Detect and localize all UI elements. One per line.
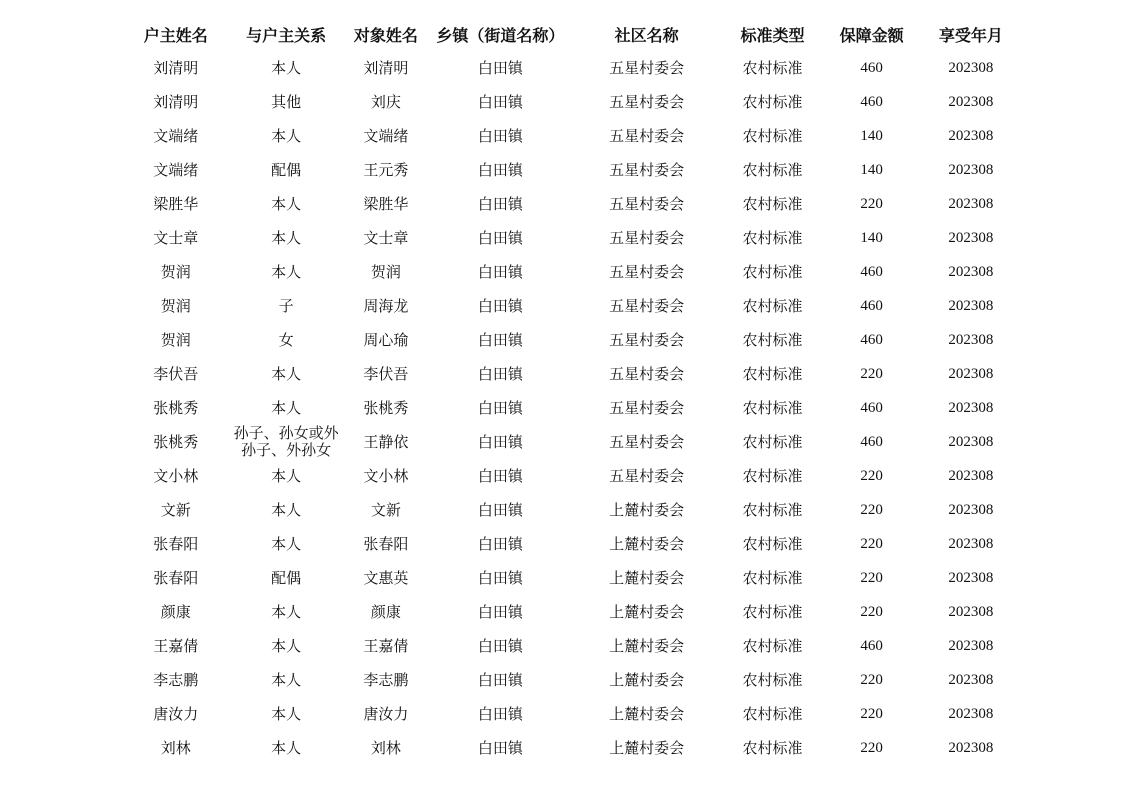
month-cell: 202308: [948, 127, 994, 144]
standard-type-cell: 农村标准: [742, 92, 803, 111]
relationship-cell: 本人: [271, 398, 302, 417]
standard-type-cell: 农村标准: [742, 58, 803, 77]
standard-type-cell: 农村标准: [742, 364, 803, 383]
householder-name-cell: 刘清明: [153, 92, 199, 111]
community-cell: 五星村委会: [609, 58, 685, 77]
table-row: [120, 255, 1020, 289]
standard-type-cell: 农村标准: [742, 500, 803, 519]
community-cell: 上麓村委会: [609, 568, 685, 587]
standard-type-cell: 农村标准: [742, 296, 803, 315]
recipient-name-cell: 文端绪: [363, 126, 409, 145]
header-householder-name: 户主姓名: [143, 25, 208, 45]
table-row: [120, 289, 1020, 323]
relationship-cell: 女: [278, 330, 294, 349]
month-cell: 202308: [948, 229, 994, 246]
header-community: 社区名称: [614, 25, 679, 45]
month-cell: 202308: [948, 705, 994, 722]
householder-name-cell: 文端绪: [153, 160, 199, 179]
recipient-name-cell: 颜康: [370, 602, 401, 621]
standard-type-cell: 农村标准: [742, 534, 803, 553]
township-cell: 白田镇: [477, 330, 523, 349]
township-cell: 白田镇: [477, 670, 523, 689]
month-cell: 202308: [948, 535, 994, 552]
householder-name-cell: 李伏吾: [153, 364, 199, 383]
recipient-name-cell: 文士章: [363, 228, 409, 247]
month-cell: 202308: [948, 671, 994, 688]
table-row: [120, 153, 1020, 187]
table-row: [120, 221, 1020, 255]
table-row: [120, 425, 1020, 459]
amount-cell: 460: [860, 297, 883, 314]
amount-cell: 220: [860, 195, 883, 212]
standard-type-cell: 农村标准: [742, 228, 803, 247]
community-cell: 五星村委会: [609, 466, 685, 485]
township-cell: 白田镇: [477, 228, 523, 247]
standard-type-cell: 农村标准: [742, 126, 803, 145]
amount-cell: 220: [860, 569, 883, 586]
recipient-name-cell: 刘林: [370, 738, 401, 757]
relationship-cell: 本人: [271, 602, 302, 621]
header-amount: 保障金额: [839, 25, 904, 45]
community-cell: 五星村委会: [609, 92, 685, 111]
relationship-cell: 子: [278, 296, 294, 315]
householder-name-cell: 李志鹏: [153, 670, 199, 689]
relationship-cell: 本人: [271, 262, 302, 281]
householder-name-cell: 张桃秀: [153, 432, 199, 451]
relationship-cell: 本人: [271, 670, 302, 689]
month-cell: 202308: [948, 433, 994, 450]
recipient-name-cell: 王静依: [363, 432, 409, 451]
amount-cell: 460: [860, 59, 883, 76]
amount-cell: 460: [860, 399, 883, 416]
month-cell: 202308: [948, 501, 994, 518]
table-row: [120, 459, 1020, 493]
table-row: [120, 119, 1020, 153]
month-cell: 202308: [948, 297, 994, 314]
recipient-name-cell: 周心瑜: [363, 330, 409, 349]
community-cell: 五星村委会: [609, 228, 685, 247]
community-cell: 五星村委会: [609, 296, 685, 315]
amount-cell: 220: [860, 671, 883, 688]
amount-cell: 220: [860, 365, 883, 382]
standard-type-cell: 农村标准: [742, 704, 803, 723]
month-cell: 202308: [948, 93, 994, 110]
householder-name-cell: 刘林: [160, 738, 191, 757]
recipient-name-cell: 文新: [370, 500, 401, 519]
community-cell: 上麓村委会: [609, 602, 685, 621]
header-standard-type: 标准类型: [740, 25, 805, 45]
relationship-cell: 本人: [271, 228, 302, 247]
table-row: [120, 391, 1020, 425]
householder-name-cell: 梁胜华: [153, 194, 199, 213]
relationship-cell: 本人: [271, 704, 302, 723]
amount-cell: 460: [860, 433, 883, 450]
relationship-cell: 本人: [271, 466, 302, 485]
amount-cell: 220: [860, 603, 883, 620]
recipient-name-cell: 文惠英: [363, 568, 409, 587]
householder-name-cell: 文小林: [153, 466, 199, 485]
amount-cell: 460: [860, 93, 883, 110]
table-body: [120, 51, 1020, 765]
recipient-name-cell: 王嘉倩: [363, 636, 409, 655]
month-cell: 202308: [948, 59, 994, 76]
amount-cell: 220: [860, 501, 883, 518]
month-cell: 202308: [948, 603, 994, 620]
community-cell: 五星村委会: [609, 432, 685, 451]
township-cell: 白田镇: [477, 534, 523, 553]
township-cell: 白田镇: [477, 126, 523, 145]
community-cell: 上麓村委会: [609, 738, 685, 757]
community-cell: 五星村委会: [609, 194, 685, 213]
recipient-name-cell: 刘庆: [370, 92, 401, 111]
amount-cell: 140: [860, 229, 883, 246]
recipient-name-cell: 文小林: [363, 466, 409, 485]
recipient-name-cell: 李志鹏: [363, 670, 409, 689]
month-cell: 202308: [948, 263, 994, 280]
relationship-cell: 其他: [271, 92, 302, 111]
community-cell: 上麓村委会: [609, 670, 685, 689]
month-cell: 202308: [948, 161, 994, 178]
table-row: [120, 357, 1020, 391]
relationship-cell: 配偶: [271, 160, 302, 179]
householder-name-cell: 唐汝力: [153, 704, 199, 723]
township-cell: 白田镇: [477, 160, 523, 179]
table-row: [120, 595, 1020, 629]
householder-name-cell: 文新: [160, 500, 191, 519]
table-row: [120, 629, 1020, 663]
standard-type-cell: 农村标准: [742, 432, 803, 451]
amount-cell: 460: [860, 331, 883, 348]
relationship-cell: 本人: [271, 738, 302, 757]
assistance-table: [120, 17, 1020, 765]
standard-type-cell: 农村标准: [742, 738, 803, 757]
table-row: [120, 561, 1020, 595]
township-cell: 白田镇: [477, 194, 523, 213]
recipient-name-cell: 张春阳: [363, 534, 409, 553]
relationship-cell: 本人: [271, 126, 302, 145]
month-cell: 202308: [948, 399, 994, 416]
table-row: [120, 493, 1020, 527]
amount-cell: 460: [860, 637, 883, 654]
householder-name-cell: 王嘉倩: [153, 636, 199, 655]
relationship-cell: 本人: [271, 58, 302, 77]
table-row: [120, 697, 1020, 731]
community-cell: 五星村委会: [609, 330, 685, 349]
amount-cell: 140: [860, 161, 883, 178]
township-cell: 白田镇: [477, 636, 523, 655]
month-cell: 202308: [948, 195, 994, 212]
amount-cell: 460: [860, 263, 883, 280]
householder-name-cell: 贺润: [160, 330, 191, 349]
township-cell: 白田镇: [477, 704, 523, 723]
table-row: [120, 85, 1020, 119]
community-cell: 五星村委会: [609, 398, 685, 417]
amount-cell: 220: [860, 467, 883, 484]
community-cell: 上麓村委会: [609, 704, 685, 723]
township-cell: 白田镇: [477, 262, 523, 281]
recipient-name-cell: 刘清明: [363, 58, 409, 77]
standard-type-cell: 农村标准: [742, 636, 803, 655]
table-row: [120, 323, 1020, 357]
township-cell: 白田镇: [477, 568, 523, 587]
standard-type-cell: 农村标准: [742, 670, 803, 689]
householder-name-cell: 文士章: [153, 228, 199, 247]
relationship-cell: 孙子、孙女或外孙子、外孙女: [233, 424, 339, 459]
township-cell: 白田镇: [477, 500, 523, 519]
month-cell: 202308: [948, 467, 994, 484]
community-cell: 五星村委会: [609, 364, 685, 383]
recipient-name-cell: 周海龙: [363, 296, 409, 315]
recipient-name-cell: 李伏吾: [363, 364, 409, 383]
header-month: 享受年月: [938, 25, 1003, 45]
township-cell: 白田镇: [477, 92, 523, 111]
township-cell: 白田镇: [477, 466, 523, 485]
householder-name-cell: 贺润: [160, 262, 191, 281]
relationship-cell: 本人: [271, 500, 302, 519]
table-row: [120, 663, 1020, 697]
table-row: [120, 51, 1020, 85]
standard-type-cell: 农村标准: [742, 398, 803, 417]
month-cell: 202308: [948, 637, 994, 654]
amount-cell: 140: [860, 127, 883, 144]
community-cell: 五星村委会: [609, 160, 685, 179]
township-cell: 白田镇: [477, 432, 523, 451]
table-row: [120, 731, 1020, 765]
month-cell: 202308: [948, 739, 994, 756]
recipient-name-cell: 梁胜华: [363, 194, 409, 213]
header-recipient-name: 对象姓名: [353, 25, 418, 45]
standard-type-cell: 农村标准: [742, 466, 803, 485]
recipient-name-cell: 贺润: [370, 262, 401, 281]
standard-type-cell: 农村标准: [742, 330, 803, 349]
community-cell: 五星村委会: [609, 262, 685, 281]
community-cell: 上麓村委会: [609, 500, 685, 519]
header-relationship: 与户主关系: [246, 25, 327, 45]
township-cell: 白田镇: [477, 738, 523, 757]
householder-name-cell: 张春阳: [153, 534, 199, 553]
month-cell: 202308: [948, 569, 994, 586]
householder-name-cell: 张桃秀: [153, 398, 199, 417]
amount-cell: 220: [860, 535, 883, 552]
community-cell: 上麓村委会: [609, 534, 685, 553]
householder-name-cell: 刘清明: [153, 58, 199, 77]
township-cell: 白田镇: [477, 364, 523, 383]
month-cell: 202308: [948, 365, 994, 382]
township-cell: 白田镇: [477, 296, 523, 315]
header-row: [120, 17, 1020, 51]
township-cell: 白田镇: [477, 58, 523, 77]
recipient-name-cell: 张桃秀: [363, 398, 409, 417]
recipient-name-cell: 王元秀: [363, 160, 409, 179]
householder-name-cell: 颜康: [160, 602, 191, 621]
relationship-cell: 本人: [271, 636, 302, 655]
township-cell: 白田镇: [477, 602, 523, 621]
community-cell: 上麓村委会: [609, 636, 685, 655]
month-cell: 202308: [948, 331, 994, 348]
relationship-cell: 配偶: [271, 568, 302, 587]
householder-name-cell: 文端绪: [153, 126, 199, 145]
standard-type-cell: 农村标准: [742, 194, 803, 213]
amount-cell: 220: [860, 739, 883, 756]
relationship-cell: 本人: [271, 534, 302, 553]
township-cell: 白田镇: [477, 398, 523, 417]
standard-type-cell: 农村标准: [742, 602, 803, 621]
recipient-name-cell: 唐汝力: [363, 704, 409, 723]
community-cell: 五星村委会: [609, 126, 685, 145]
standard-type-cell: 农村标准: [742, 568, 803, 587]
amount-cell: 220: [860, 705, 883, 722]
householder-name-cell: 贺润: [160, 296, 191, 315]
standard-type-cell: 农村标准: [742, 160, 803, 179]
table-row: [120, 527, 1020, 561]
relationship-cell: 本人: [271, 194, 302, 213]
table-row: [120, 187, 1020, 221]
header-township: 乡镇（街道名称）: [436, 25, 565, 45]
relationship-cell: 本人: [271, 364, 302, 383]
standard-type-cell: 农村标准: [742, 262, 803, 281]
householder-name-cell: 张春阳: [153, 568, 199, 587]
